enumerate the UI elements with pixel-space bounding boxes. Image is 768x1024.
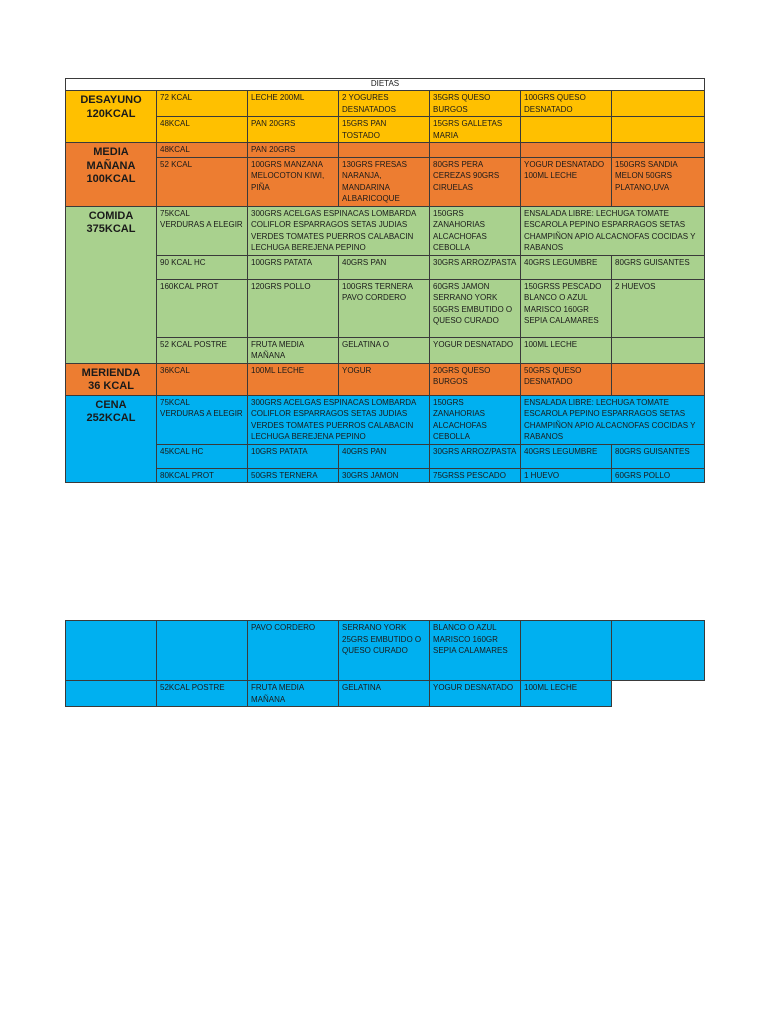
media-manana-row-2: [66, 157, 705, 206]
cell: [612, 117, 705, 143]
cell: 52KCAL POSTRE: [157, 681, 248, 707]
cell: 150GRS ZANAHORIAS ALCACHOFAS CEBOLLA: [430, 206, 521, 255]
cell: 100GRS TERNERA PAVO CORDERO: [339, 279, 430, 337]
cell: ENSALADA LIBRE: LECHUGA TOMATE ESCAROLA PEPINO ESPARRAGOS SETAS CHAMPIÑON APIO ALCACNOFAS COCIDAS Y RABANOS: [521, 395, 705, 444]
comida-row-postre: [66, 337, 705, 363]
cell: [66, 681, 157, 707]
continued-row-1: [66, 621, 705, 681]
cell: 90 KCAL HC: [157, 255, 248, 279]
cell: 10GRS PATATA: [248, 444, 339, 468]
empty-cell: [612, 681, 705, 707]
cell: [612, 621, 705, 681]
cell: 75KCAL VERDURAS A ELEGIR: [157, 206, 248, 255]
cell: 2 YOGURES DESNATADOS: [339, 91, 430, 117]
cell: [157, 621, 248, 681]
media-manana-row-1: [66, 143, 705, 158]
cell: ENSALADA LIBRE: LECHUGA TOMATE ESCAROLA PEPINO ESPARRAGOS SETAS CHAMPIÑON APIO ALCACNOFAS COCIDAS Y RABANOS: [521, 206, 705, 255]
cell: 100ML LECHE: [521, 681, 612, 707]
merienda-row: [66, 363, 705, 395]
cell: [521, 621, 612, 681]
cell: GELATINA: [339, 681, 430, 707]
cell: 75GRSS PESCADO: [430, 468, 521, 483]
cell: 30GRS ARROZ/PASTA: [430, 444, 521, 468]
cell: 80GRS GUISANTES: [612, 255, 705, 279]
cell: [66, 621, 157, 681]
cell: 52 KCAL: [157, 157, 248, 206]
cell: [430, 143, 521, 158]
desayuno-row-1: [66, 91, 705, 117]
cell: FRUTA MEDIA MAÑANA: [248, 681, 339, 707]
cell: FRUTA MEDIA MAÑANA: [248, 337, 339, 363]
comida-row-prot: [66, 279, 705, 337]
cell: 48KCAL: [157, 117, 248, 143]
diet-table-continued: [65, 620, 705, 707]
cell: 30GRS JAMON: [339, 468, 430, 483]
cell: [612, 337, 705, 363]
comida-row-hc: [66, 255, 705, 279]
table-title: DIETAS: [66, 79, 705, 91]
cell: 1 HUEVO: [521, 468, 612, 483]
cell: 80GRS GUISANTES: [612, 444, 705, 468]
cell: YOGUR: [339, 363, 430, 395]
cell: SERRANO YORK 25GRS EMBUTIDO O QUESO CURADO: [339, 621, 430, 681]
comida-row-verduras: [66, 206, 705, 255]
cell: [612, 143, 705, 158]
cell: 150GRSS PESCADO BLANCO O AZUL MARISCO 160GR SEPIA CALAMARES: [521, 279, 612, 337]
cell: 35GRS QUESO BURGOS: [430, 91, 521, 117]
meal-cena: CENA 252KCAL: [66, 395, 157, 483]
cell: 40GRS PAN: [339, 255, 430, 279]
diet-table: [65, 78, 705, 483]
cell: [339, 143, 430, 158]
cell: 40GRS LEGUMBRE: [521, 444, 612, 468]
meal-desayuno: DESAYUNO 120KCAL: [66, 91, 157, 143]
cell: 48KCAL: [157, 143, 248, 158]
cell: 45KCAL HC: [157, 444, 248, 468]
cell: 300GRS ACELGAS ESPINACAS LOMBARDA COLIFLOR ESPARRAGOS SETAS JUDIAS VERDES TOMATES PUERROS CALABACIN LECHUGA BEREJENA PEPINO: [248, 395, 430, 444]
cena-row-verduras: [66, 395, 705, 444]
cell: 15GRS PAN TOSTADO: [339, 117, 430, 143]
cell: 36KCAL: [157, 363, 248, 395]
desayuno-row-2: [66, 117, 705, 143]
cell: 160KCAL PROT: [157, 279, 248, 337]
cell: BLANCO O AZUL MARISCO 160GR SEPIA CALAMARES: [430, 621, 521, 681]
continued-row-2: [66, 681, 705, 707]
cell: 40GRS LEGUMBRE: [521, 255, 612, 279]
cell: 72 KCAL: [157, 91, 248, 117]
cell: 150GRS ZANAHORIAS ALCACHOFAS CEBOLLA: [430, 395, 521, 444]
cell: 100ML LECHE: [521, 337, 612, 363]
cell: YOGUR DESNATADO: [430, 337, 521, 363]
cell: 50GRS TERNERA: [248, 468, 339, 483]
cell: 100ML LECHE: [248, 363, 339, 395]
cell: 300GRS ACELGAS ESPINACAS LOMBARDA COLIFLOR ESPARRAGOS SETAS JUDIAS VERDES TOMATES PUERROS CALABACIN LECHUGA BEREJENA PEPINO: [248, 206, 430, 255]
cell: LECHE 200ML: [248, 91, 339, 117]
cell: PAVO CORDERO: [248, 621, 339, 681]
cell: 100GRS QUESO DESNATADO: [521, 91, 612, 117]
cell: 100GRS PATATA: [248, 255, 339, 279]
cell: PAN 20GRS: [248, 117, 339, 143]
cell: 120GRS POLLO: [248, 279, 339, 337]
cell: PAN 20GRS: [248, 143, 339, 158]
cell: [612, 363, 705, 395]
cell: 150GRS SANDIA MELON 50GRS PLATANO,UVA: [612, 157, 705, 206]
cell: [521, 117, 612, 143]
cell: 2 HUEVOS: [612, 279, 705, 337]
cell: 20GRS QUESO BURGOS: [430, 363, 521, 395]
cell: 52 KCAL POSTRE: [157, 337, 248, 363]
cell: 130GRS FRESAS NARANJA, MANDARINA ALBARICOQUE: [339, 157, 430, 206]
cell: YOGUR DESNATADO 100ML LECHE: [521, 157, 612, 206]
cell: 15GRS GALLETAS MARIA: [430, 117, 521, 143]
meal-media-manana: MEDIA MAÑANA 100KCAL: [66, 143, 157, 207]
cell: 30GRS ARROZ/PASTA: [430, 255, 521, 279]
cell: 60GRS POLLO: [612, 468, 705, 483]
cell: [521, 143, 612, 158]
cell: YOGUR DESNATADO: [430, 681, 521, 707]
cell: 80GRS PERA CEREZAS 90GRS CIRUELAS: [430, 157, 521, 206]
meal-merienda: MERIENDA 36 KCAL: [66, 363, 157, 395]
cell: 40GRS PAN: [339, 444, 430, 468]
cell: 80KCAL PROT: [157, 468, 248, 483]
cell: [612, 91, 705, 117]
cena-row-prot: [66, 468, 705, 483]
cell: GELATINA O: [339, 337, 430, 363]
cell: 75KCAL VERDURAS A ELEGIR: [157, 395, 248, 444]
cell: 100GRS MANZANA MELOCOTON KIWI, PIÑA: [248, 157, 339, 206]
cena-row-hc: [66, 444, 705, 468]
cell: 60GRS JAMON SERRANO YORK 50GRS EMBUTIDO O QUESO CURADO: [430, 279, 521, 337]
meal-comida: COMIDA 375KCAL: [66, 206, 157, 363]
cell: 50GRS QUESO DESNATADO: [521, 363, 612, 395]
